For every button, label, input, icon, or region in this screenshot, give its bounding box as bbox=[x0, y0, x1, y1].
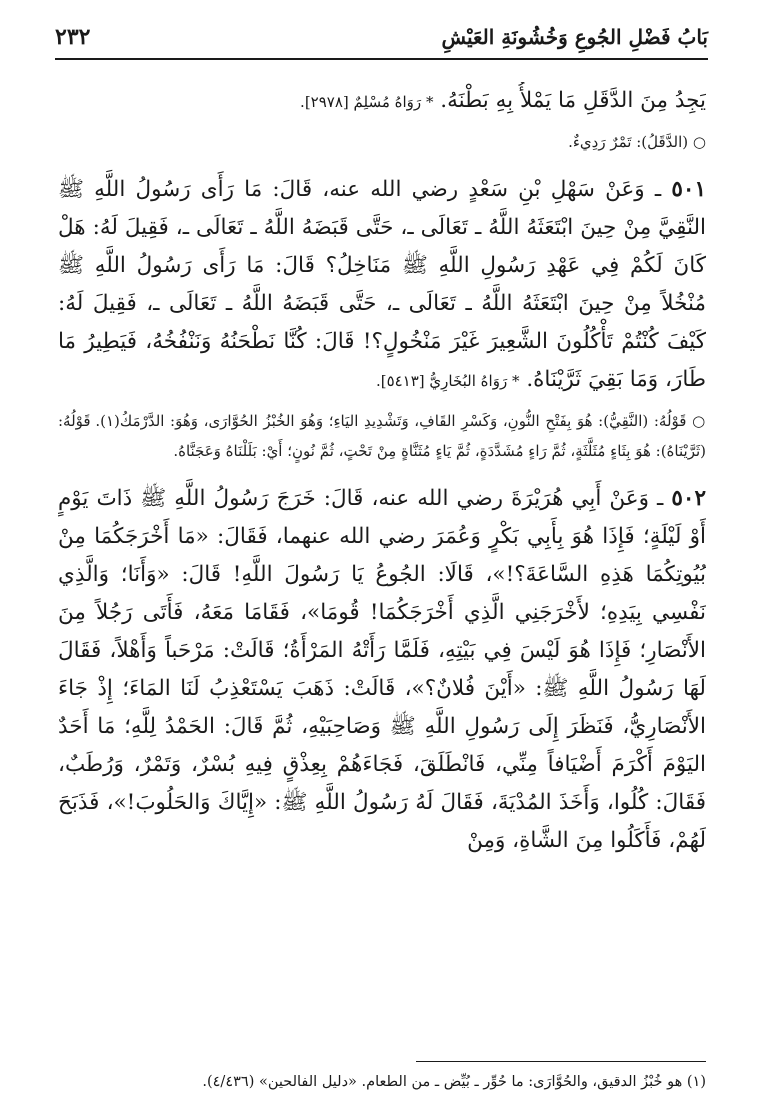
hadith-text: ـ وَعَنْ أَبِي هُرَيْرَةَ رضي الله عنه، قَالَ: خَرَجَ رَسُولُ اللَّهِ ﷺ ذَاتَ يَوْمٍ أَوْ لَيْلَةٍ؛ فَإِذَا هُوَ بِأَبِي بَكْرٍ وَعُمَرَ رضي الله عنهما، فَقَالَ: «مَا أَخْرَجَكُمَا مِنْ بُيُوتِكُمَا هَذِهِ السَّاعَةَ؟!»، قَالَا: الجُوعُ يَا رَسُولَ اللَّهِ! قَالَ: «وَأَنَا؛ وَالَّذِي نَفْسِي بِيَدِهِ؛ لأَخْرَجَنِي الَّذِي أَخْرَجَكُمَا! قُومَا»، فَقَامَا مَعَهُ، فَأَتَى رَجُلاً مِنَ الأَنْصَارِ؛ فَإِذَا هُوَ لَيْسَ فِي بَيْتِهِ، فَلَمَّا رَأَتْهُ المَرْأَةُ؛ قَالَتْ: مَرْحَباً وَأَهْلاً، فَقَالَ لَهَا رَسُولُ اللَّهِ ﷺ: «أَيْنَ فُلانٌ؟»، قَالَتْ: ذَهَبَ يَسْتَعْذِبُ لَنَا المَاءَ؛ إِذْ جَاءَ الأَنْصَارِيُّ، فَنَظَرَ إِلَى رَسُولِ اللَّهِ ﷺ وَصَاحِبَيْهِ، ثُمَّ قَالَ: الحَمْدُ لِلَّهِ؛ مَا أَحَدٌ اليَوْمَ أَكْرَمَ أَضْيَافاً مِنِّي، فَانْطَلَقَ، فَجَاءَهُمْ بِعِذْقٍ فِيهِ بُسْرٌ، وَتَمْرٌ، وَرُطَبٌ، فَقَالَ: كُلُوا، وَأَخَذَ المُدْيَةَ، فَقَالَ لَهُ رَسُولُ اللَّهِ ﷺ: «إِيَّاكَ وَالحَلُوبَ!»، فَذَبَحَ لَهُمْ، فَأَكَلُوا مِنَ الشَّاةِ، وَمِنْ bbox=[58, 486, 706, 853]
chapter-title: بَابُ فَضْلِ الجُوعِ وَخُشُونَةِ العَيْشِ bbox=[441, 25, 708, 49]
footnote-divider bbox=[416, 1061, 706, 1062]
footnote: (١) هو خُبْزُ الدقيق، والحُوَّارَى: ما حُوِّر ـ بُيِّض ـ من الطعام. «دليل الفالحين» (٤/٤٣٦). bbox=[202, 1074, 706, 1090]
hadith-continuation bbox=[58, 82, 706, 121]
page-header bbox=[55, 18, 708, 60]
note-text: ○ قَوْلُهُ: (النَّقِيُّ): هُوَ بِفَتْحِ النُّونِ، وَكَسْرِ القَافِ، وَتَشْدِيدِ اليَاءِ؛ وَهُوَ الخُبْزُ الحُوَّارَى، وَهُوَ: الدَّرْمَكُ(١). قَوْلُهُ: (ثَرَّيْنَاهُ): هُوَ بِثَاءٍ مُثَلَّثَةٍ، ثُمَّ رَاءٍ مُشَدَّدَةٍ، ثُمَّ يَاءٍ مُثَنَّاةٍ مِنْ تَحْتٍ، ثُمَّ نُونٍ؛ أَيْ: بَلَلْنَاهُ وَعَجَنَّاهُ. bbox=[58, 412, 706, 460]
note-text: ○ (الدَّقَلُ): تَمْرٌ رَدِيءٌ. bbox=[568, 133, 706, 151]
commentary-note bbox=[58, 127, 706, 157]
hadith-reference: * رَوَاهُ البُخَارِيُّ [٥٤١٣]. bbox=[375, 372, 520, 390]
page-number: ٢٣٢ bbox=[55, 24, 91, 50]
hadith-501 bbox=[58, 171, 706, 400]
hadith-text: ـ وَعَنْ سَهْلِ بْنِ سَعْدٍ رضي الله عنه، قَالَ: مَا رَأَى رَسُولُ اللَّهِ ﷺ النَّقِيَّ مِنْ حِينَ ابْتَعَثَهُ اللَّهُ ـ تَعَالَى ـ، حَتَّى قَبَضَهُ اللَّهُ ـ تَعَالَى ـ، فَقِيلَ لَهُ: هَلْ كَانَ لَكُمْ فِي عَهْدِ رَسُولِ اللَّهِ ﷺ مَنَاخِلُ؟ قَالَ: مَا رَأَى رَسُولُ اللَّهِ ﷺ مُنْخُلاً مِنْ حِينَ ابْتَعَثَهُ اللَّهُ ـ تَعَالَى ـ، حَتَّى قَبَضَهُ اللَّهُ ـ تَعَالَى ـ، فَقِيلَ لَهُ: كَيْفَ كُنْتُمْ تَأْكُلُونَ الشَّعِيرَ غَيْرَ مَنْخُولٍ؟! قَالَ: كُنَّا نَطْحَنُهُ وَنَنْفُخُهُ، فَيَطِيرُ مَا طَارَ، وَمَا بَقِيَ ثَرَّيْنَاهُ. bbox=[58, 177, 706, 392]
page-body bbox=[58, 82, 706, 1050]
commentary-note bbox=[58, 406, 706, 466]
hadith-number: ٥٠١ bbox=[671, 177, 706, 202]
hadith-number: ٥٠٢ bbox=[671, 486, 706, 511]
hadith-502 bbox=[58, 480, 706, 860]
hadith-reference: * رَوَاهُ مُسْلِمٌ [٢٩٧٨]. bbox=[300, 93, 434, 111]
hadith-text: يَجِدُ مِنَ الدَّقَلِ مَا يَمْلأُ بِهِ بَطْنَهُ. bbox=[440, 88, 706, 113]
